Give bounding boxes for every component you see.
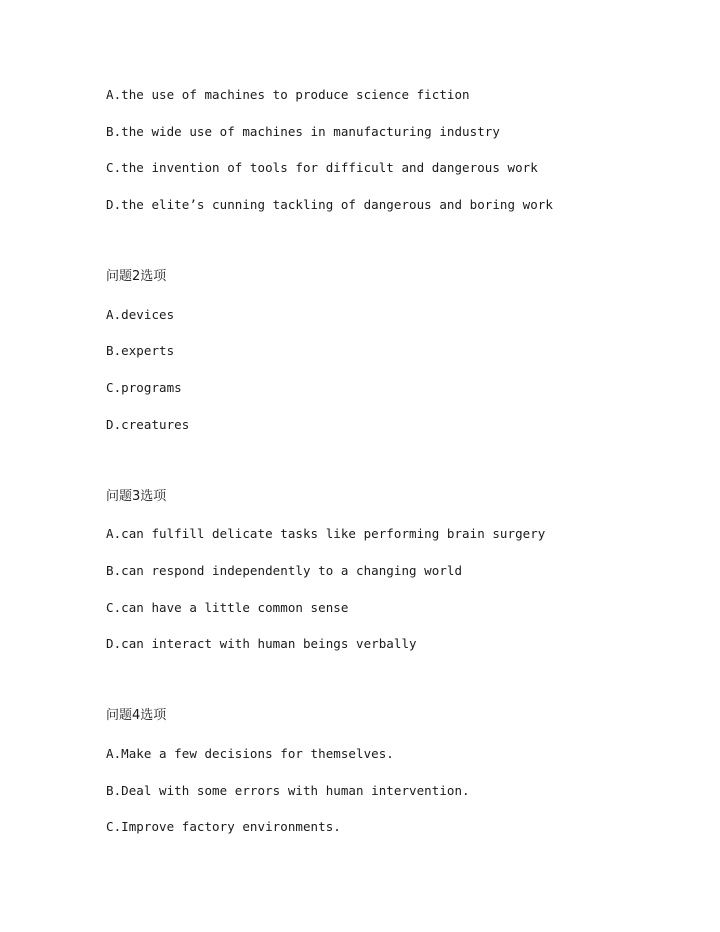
q4-option-a: A.Make a few decisions for themselves. [106, 746, 394, 761]
q3-option-c: C.can have a little common sense [106, 600, 349, 615]
q2-option-b: B.experts [106, 343, 175, 358]
q1-option-d: D.the elite’s cunning tackling of dangerous and boring work [106, 197, 553, 212]
q2-option-c: C.programs [106, 380, 182, 395]
q2-option-a: A.devices [106, 307, 175, 322]
q4-heading: 问题4选项 [106, 708, 167, 723]
q3-heading: 问题3选项 [106, 489, 167, 504]
q2-heading: 问题2选项 [106, 269, 167, 284]
q4-option-c: C.Improve factory environments. [106, 819, 341, 834]
q3-option-b: B.can respond independently to a changing world [106, 563, 463, 578]
q1-option-a: A.the use of machines to produce science fiction [106, 87, 470, 102]
q1-option-c: C.the invention of tools for difficult and dangerous work [106, 160, 538, 175]
q1-option-b: B.the wide use of machines in manufacturing industry [106, 124, 500, 139]
q3-option-a: A.can fulfill delicate tasks like performing brain surgery [106, 526, 546, 541]
q3-option-d: D.can interact with human beings verbally [106, 636, 417, 651]
q2-option-d: D.creatures [106, 417, 190, 432]
q4-option-b: B.Deal with some errors with human intervention. [106, 783, 470, 798]
